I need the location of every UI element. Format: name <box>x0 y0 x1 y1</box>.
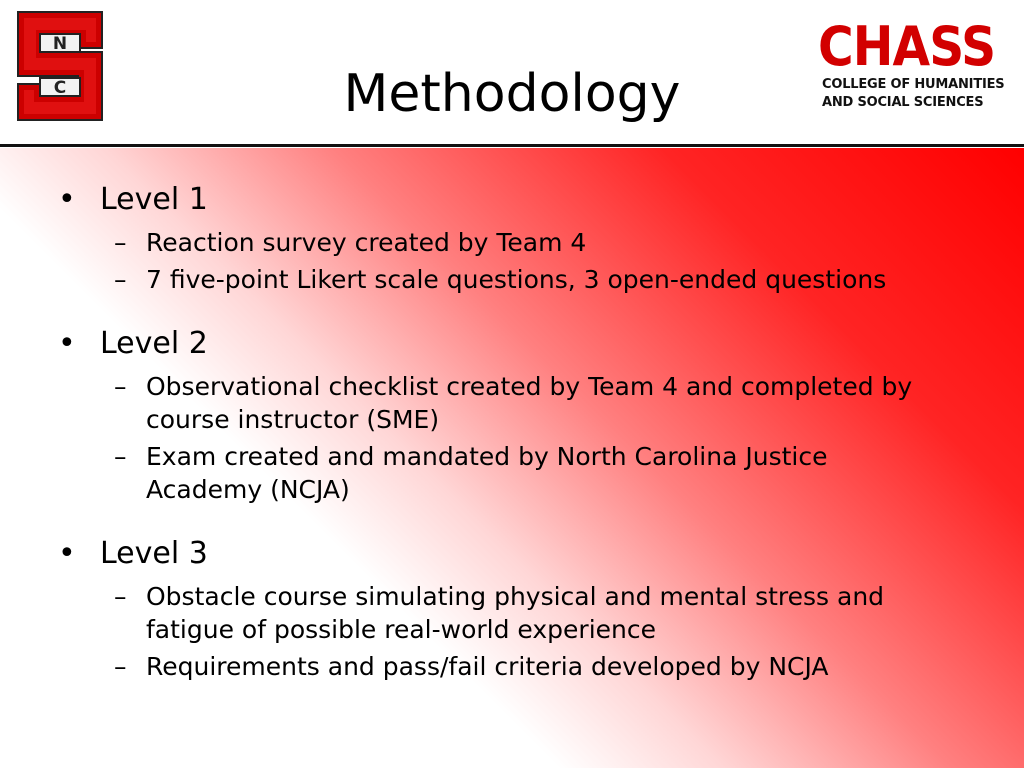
sub-item-text: Reaction survey created by Team 4 <box>146 228 587 257</box>
level-section-1 <box>58 178 988 296</box>
sub-item <box>58 650 948 683</box>
sub-item <box>58 226 948 259</box>
sub-item <box>58 263 948 296</box>
chass-logo <box>818 15 1010 128</box>
level-label: Level 3 <box>100 536 208 571</box>
dash-icon: – <box>114 265 127 294</box>
dash-icon: – <box>114 228 127 257</box>
sub-item-text: Exam created and mandated by North Carolina Justice Academy (NCJA) <box>146 442 828 504</box>
slide-content <box>58 178 988 709</box>
level-label: Level 2 <box>100 326 208 361</box>
level-section-2 <box>58 322 988 506</box>
sub-list <box>58 580 988 683</box>
level-heading <box>58 322 988 366</box>
sub-item <box>58 370 948 436</box>
sub-item-text: Obstacle course simulating physical and mental stress and fatigue of possible real-world experience <box>146 582 885 644</box>
level-heading <box>58 532 988 576</box>
sub-list <box>58 226 988 296</box>
chass-logo-line-1: COLLEGE OF HUMANITIES <box>822 77 1005 92</box>
dash-icon: – <box>114 652 127 681</box>
slide-title: Methodology <box>343 64 681 124</box>
level-label: Level 1 <box>100 182 208 217</box>
chass-logo-line-2: AND SOCIAL SCIENCES <box>822 95 984 110</box>
header-divider <box>0 144 1024 147</box>
bullet-icon: • <box>58 536 76 571</box>
sub-list <box>58 370 988 506</box>
dash-icon: – <box>114 372 127 401</box>
ncs-letter-c: C <box>53 78 67 98</box>
bullet-icon: • <box>58 182 76 217</box>
slide-header <box>0 0 1024 145</box>
bullet-icon: • <box>58 326 76 361</box>
dash-icon: – <box>114 582 127 611</box>
level-section-3 <box>58 532 988 683</box>
sub-item-text: Requirements and pass/fail criteria developed by NCJA <box>146 652 829 681</box>
sub-item-text: 7 five-point Likert scale questions, 3 open-ended questions <box>146 265 887 294</box>
chass-logo-wordmark: CHASS <box>818 15 996 78</box>
sub-item <box>58 440 948 506</box>
dash-icon: – <box>114 442 127 471</box>
sub-item <box>58 580 948 646</box>
sub-item-text: Observational checklist created by Team 4 and completed by course instructor (SME) <box>146 372 913 434</box>
ncs-letter-n: N <box>52 34 68 54</box>
level-heading <box>58 178 988 222</box>
